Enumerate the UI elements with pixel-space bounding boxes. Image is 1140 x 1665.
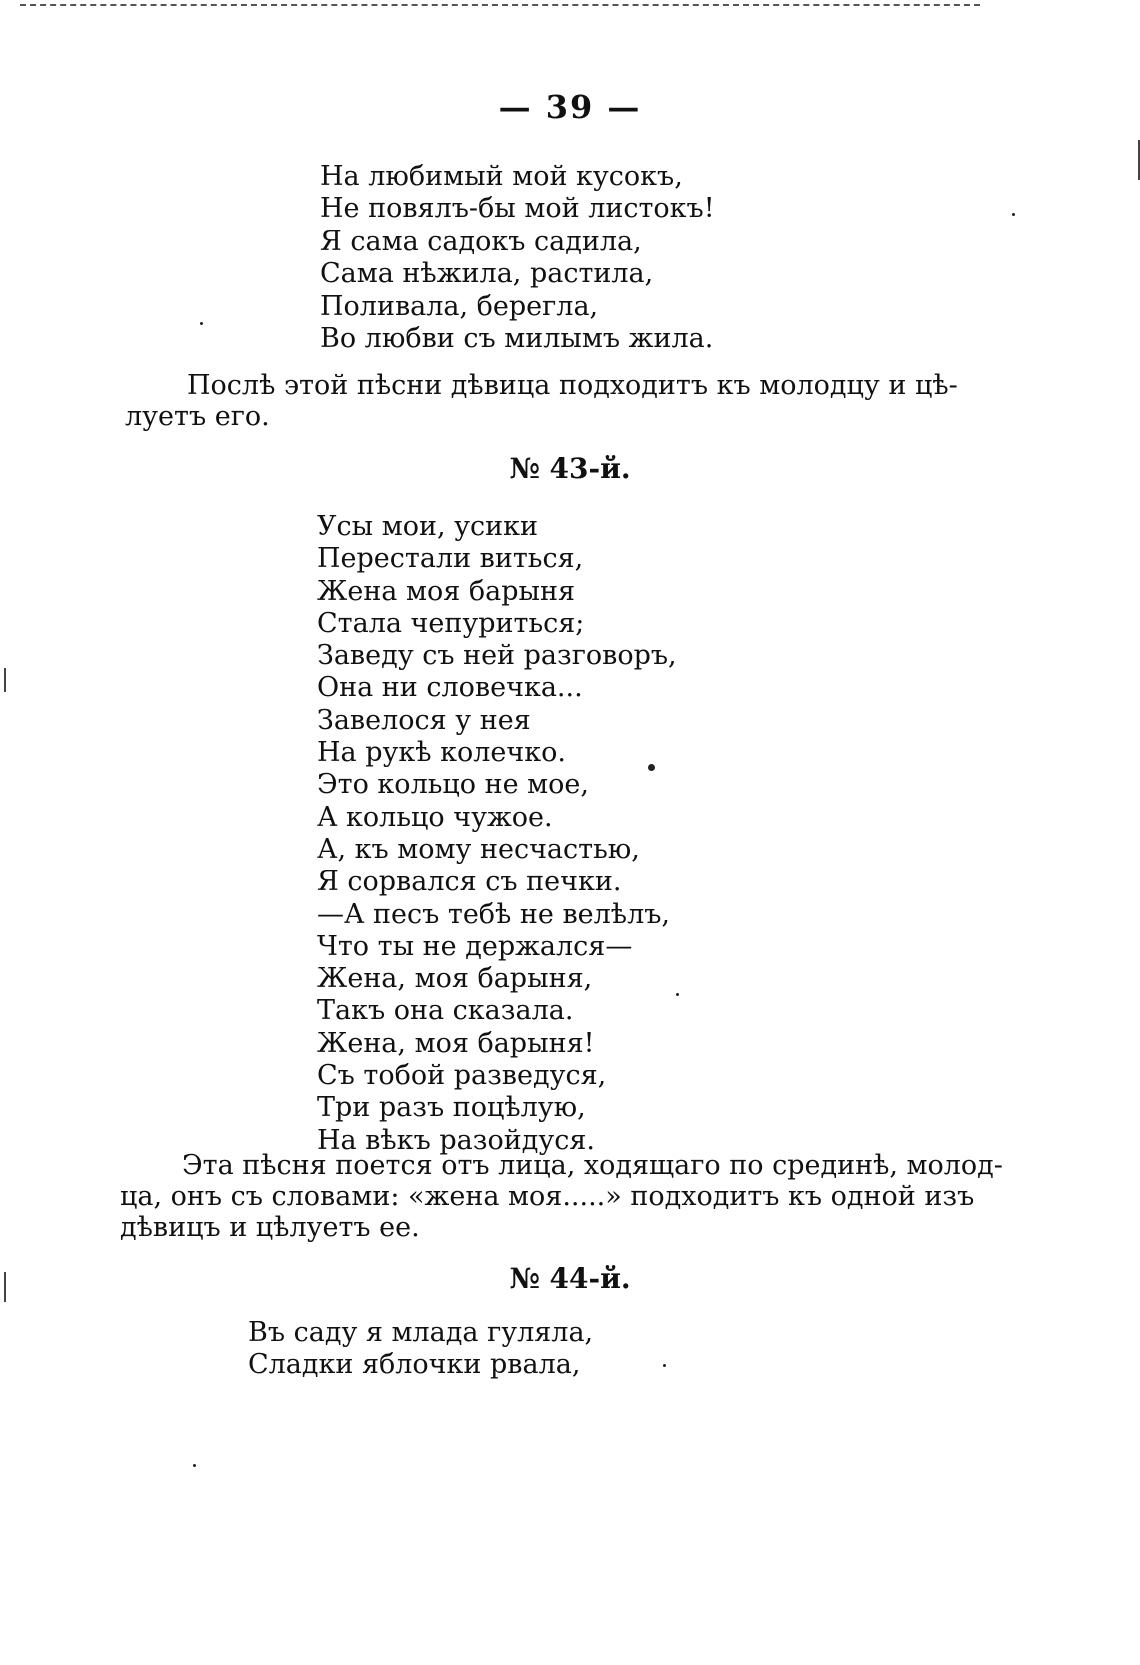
edge-mark (4, 668, 6, 692)
verse-line: Я сама садокъ садила, (320, 225, 642, 257)
verse-line: Я сорвался съ печки. (317, 866, 622, 898)
verse-line: На рукѣ колечко. (317, 737, 566, 769)
verse-line: Это кольцо не мое, (317, 769, 589, 801)
verse-line: Сама нѣжила, растила, (320, 258, 654, 290)
ink-speck (200, 322, 203, 325)
verse-line: Такъ она сказала. (317, 995, 574, 1027)
verse-line: Усы мои, усики (317, 511, 538, 542)
top-border-line (20, 4, 980, 6)
verse-line: А кольцо чужое. (317, 801, 553, 833)
ink-speck (1012, 213, 1015, 216)
verse-line: На любимый мой кусокъ, (320, 161, 683, 192)
edge-mark (4, 1272, 6, 1302)
verse-line: Съ тобой разведуся, (317, 1060, 607, 1092)
song-43-heading: № 43-й. (509, 452, 631, 485)
note-line: дѣвицъ и цѣлуетъ ее. (120, 1212, 420, 1243)
ink-speck (193, 1464, 196, 1467)
song-42-note (125, 370, 958, 432)
verse-line: Заведу съ ней разговоръ, (317, 640, 677, 672)
verse-line: Поливала, берегла, (320, 290, 599, 322)
verse-line: Сладки яблочки рвала, (248, 1349, 581, 1381)
ink-speck (648, 764, 655, 771)
note-line: ца, онъ съ словами: «жена моя.....» подходитъ къ одной изъ (120, 1181, 975, 1212)
verse-line: Завелося у нея (317, 704, 531, 736)
song-42-verse (320, 161, 715, 355)
verse-line: Стала чепуриться; (317, 607, 585, 639)
verse-line: Во любви съ милымъ жила. (320, 322, 714, 354)
verse-line: —А песъ тебѣ не велѣлъ, (317, 898, 671, 930)
verse-line: Жена моя барыня (317, 575, 576, 607)
verse-line: Она ни словечка... (317, 672, 583, 704)
verse-line: Что ты не держался— (317, 930, 633, 962)
verse-line: Три разъ поцѣлую, (317, 1092, 586, 1124)
verse-line: Жена, моя барыня, (317, 963, 593, 995)
song-43-verse (317, 511, 677, 1157)
ink-speck (676, 993, 679, 996)
verse-line: Перестали виться, (317, 543, 584, 575)
song-43-note (120, 1150, 1003, 1243)
verse-line: На вѣкъ разойдуся. (317, 1124, 595, 1156)
verse-line: Жена, моя барыня! (317, 1027, 595, 1059)
ink-speck (663, 1364, 666, 1367)
page-number: — 39 — (498, 88, 642, 126)
note-line: Эта пѣсня поется отъ лица, ходящаго по срединѣ, молод- (182, 1150, 1003, 1181)
verse-line: Въ саду я млада гуляла, (248, 1317, 594, 1348)
song-44-heading: № 44-й. (509, 1262, 631, 1295)
note-line: луетъ его. (125, 401, 270, 432)
verse-line: Не повялъ-бы мой листокъ! (320, 193, 715, 225)
note-line: Послѣ этой пѣсни дѣвица подходитъ къ молодцу и цѣ- (187, 370, 958, 401)
song-44-verse (248, 1317, 593, 1382)
verse-line: А, къ мому несчастью, (317, 833, 640, 865)
